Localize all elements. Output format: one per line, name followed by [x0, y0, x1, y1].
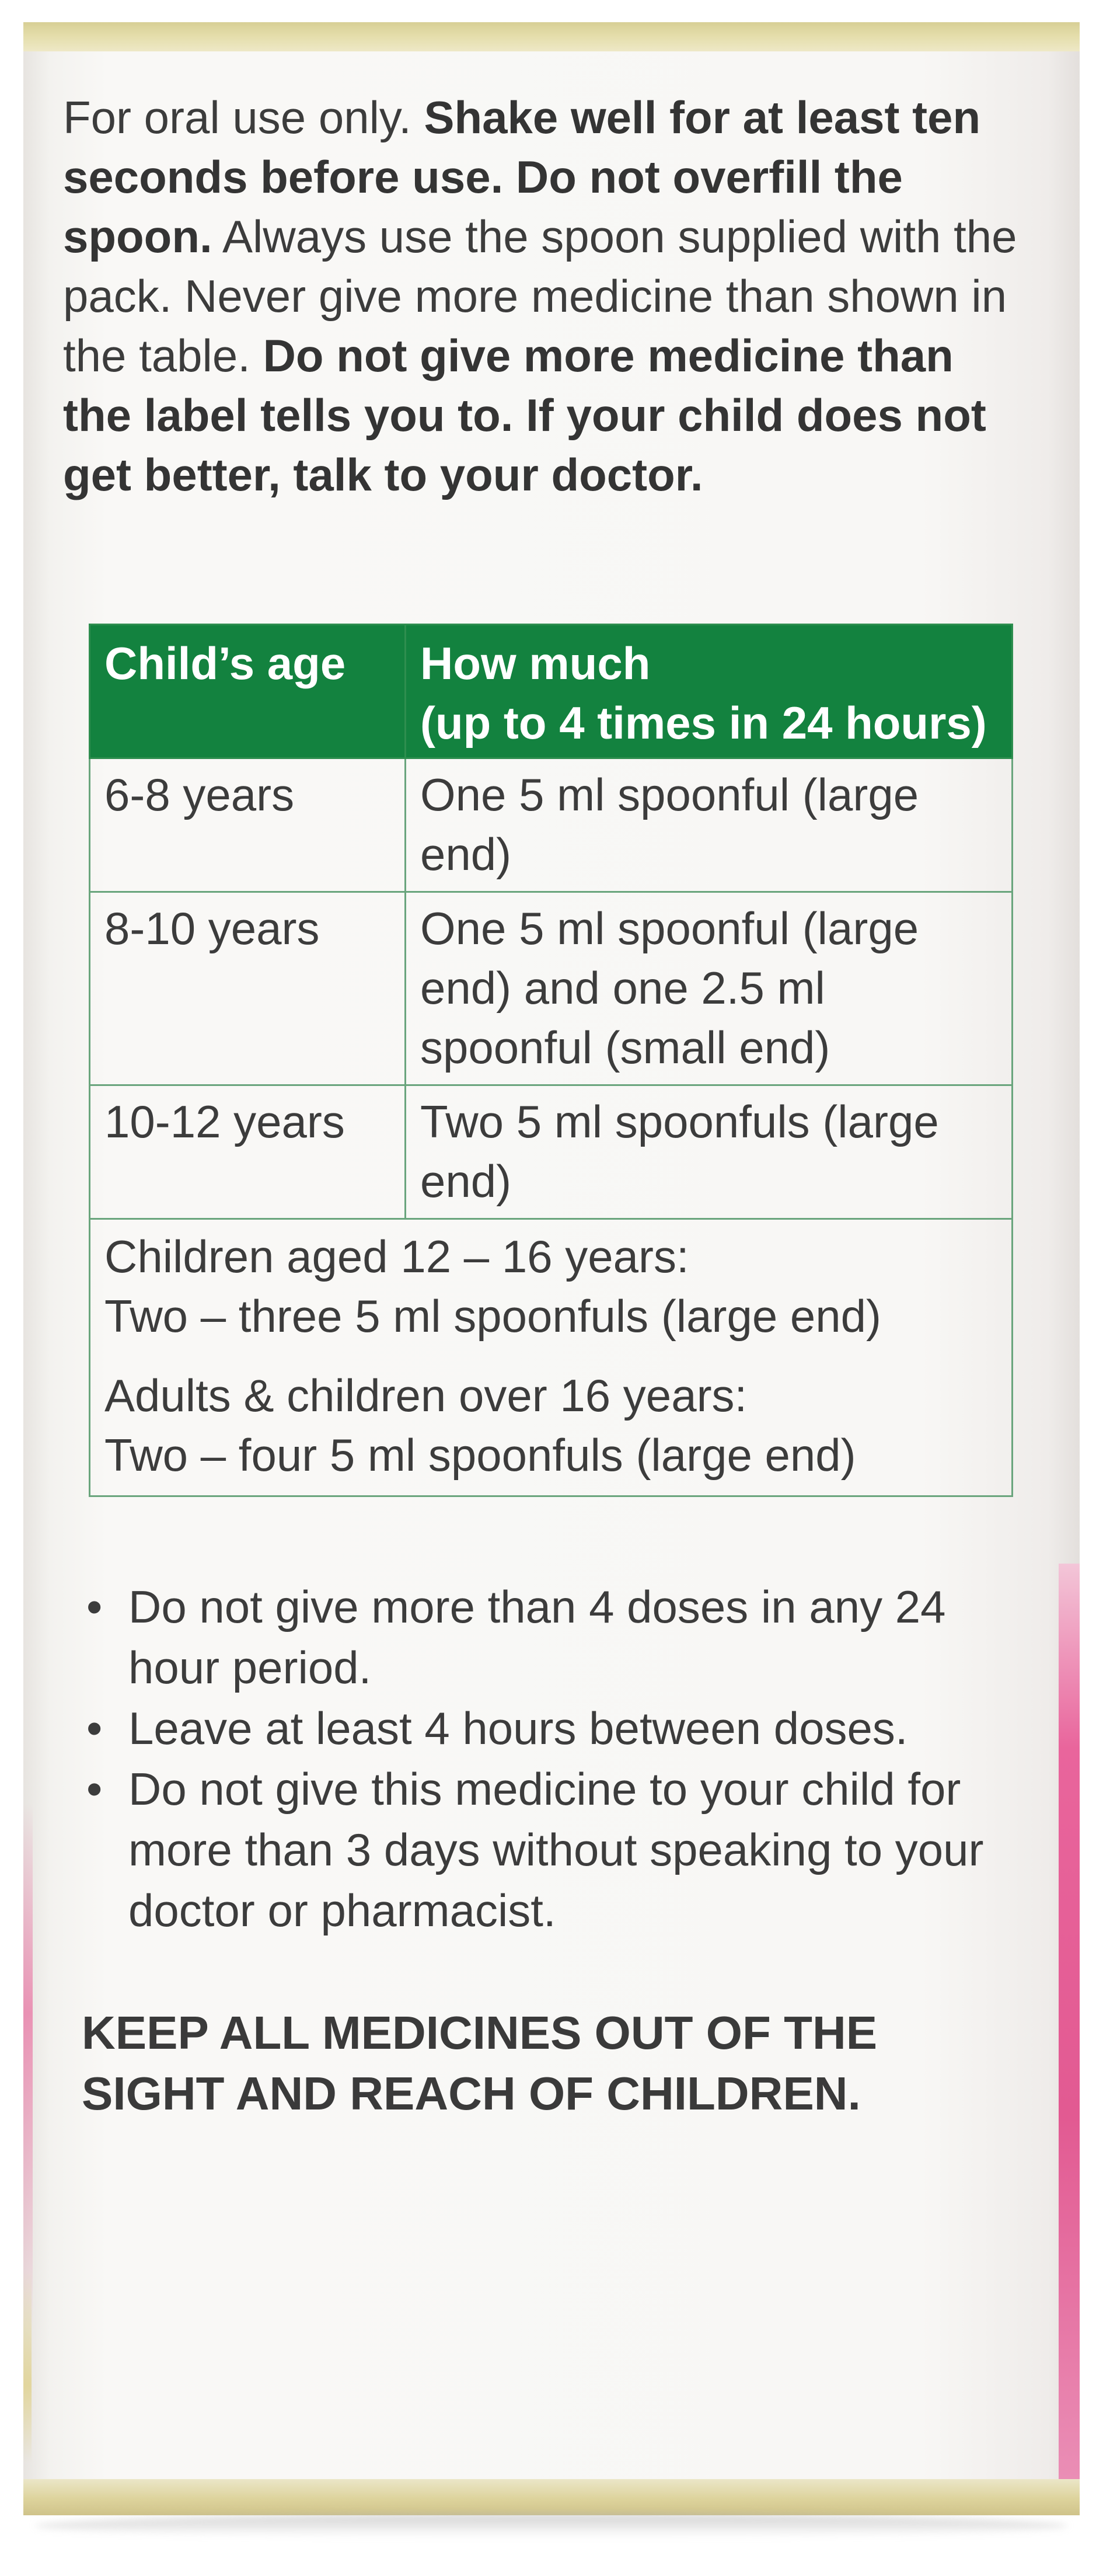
row-age-10-12: 10-12 years [90, 1085, 406, 1219]
box-right-pink-edge [1059, 1564, 1080, 2486]
older-group-adults-dose: Two – four 5 ml spoonfuls (large end) [104, 1429, 856, 1481]
instructions-shake-well: Shake well for at least ten seconds before use. Do not overfill the spoon. [63, 92, 981, 262]
row-amount-10-12: Two 5 ml spoonfuls (large end) [406, 1085, 1013, 1219]
list-item [82, 1698, 1015, 1759]
row-amount-6-8: One 5 ml spoonful (large end) [406, 758, 1013, 892]
header-childs-age: Child’s age [90, 625, 406, 758]
header-how-much [406, 625, 1013, 758]
header-how-much-line1: How much [420, 638, 651, 689]
older-group-adults-label: Adults & children over 16 years: [104, 1370, 748, 1421]
dosage-warnings-list [82, 1576, 1015, 1941]
bullet-dot: • [86, 1581, 103, 1632]
box-top-fold [23, 22, 1080, 51]
table-row [90, 892, 1013, 1085]
table-row [90, 758, 1013, 892]
box-left-yellow-tint [23, 2270, 32, 2463]
instructions-oral-use: For oral use only. [63, 92, 424, 143]
row-age-6-8: 6-8 years [90, 758, 406, 892]
directions-text-block [63, 88, 1020, 504]
list-item [82, 1759, 1015, 1941]
box-left-pink-tint [23, 1803, 33, 2328]
bullet-dot: • [86, 1703, 103, 1754]
table-row-older [90, 1219, 1013, 1496]
older-age-groups-cell [90, 1219, 1013, 1496]
bullet-hours-between: Leave at least 4 hours between doses. [128, 1703, 908, 1754]
row-amount-8-10: One 5 ml spoonful (large end) and one 2.5 ml spoonful (small end) [406, 892, 1013, 1085]
box-bottom-fold [23, 2479, 1080, 2515]
box-shadow [35, 2514, 1068, 2537]
bullet-three-days: Do not give this medicine to your child for more than 3 days without speaking to your doctor or pharmacist. [128, 1763, 984, 1936]
table-row [90, 1085, 1013, 1219]
older-group-spacer [104, 1346, 997, 1366]
older-group-12-16-label: Children aged 12 – 16 years: [104, 1231, 689, 1282]
bullet-max-doses: Do not give more than 4 doses in any 24 hour period. [128, 1581, 946, 1693]
bullet-dot: • [86, 1763, 103, 1815]
list-item [82, 1576, 1015, 1698]
usage-instructions [63, 88, 1020, 504]
instructions-use-spoon: Always use the spoon supplied with the pack. Never give more medicine than shown in the table. [63, 211, 1017, 381]
header-how-much-line2: (up to 4 times in 24 hours) [420, 697, 987, 749]
instructions-label-warning: Do not give more medicine than the label tells you to. If your child does not get better, talk to your doctor. [63, 330, 986, 500]
row-age-8-10: 8-10 years [90, 892, 406, 1085]
dosage-table-header-row [90, 625, 1013, 758]
dosage-table [89, 624, 1013, 1497]
older-group-12-16-dose: Two – three 5 ml spoonfuls (large end) [104, 1290, 882, 1342]
keep-out-of-reach-warning: KEEP ALL MEDICINES OUT OF THE SIGHT AND REACH OF CHILDREN. [82, 2007, 878, 2119]
